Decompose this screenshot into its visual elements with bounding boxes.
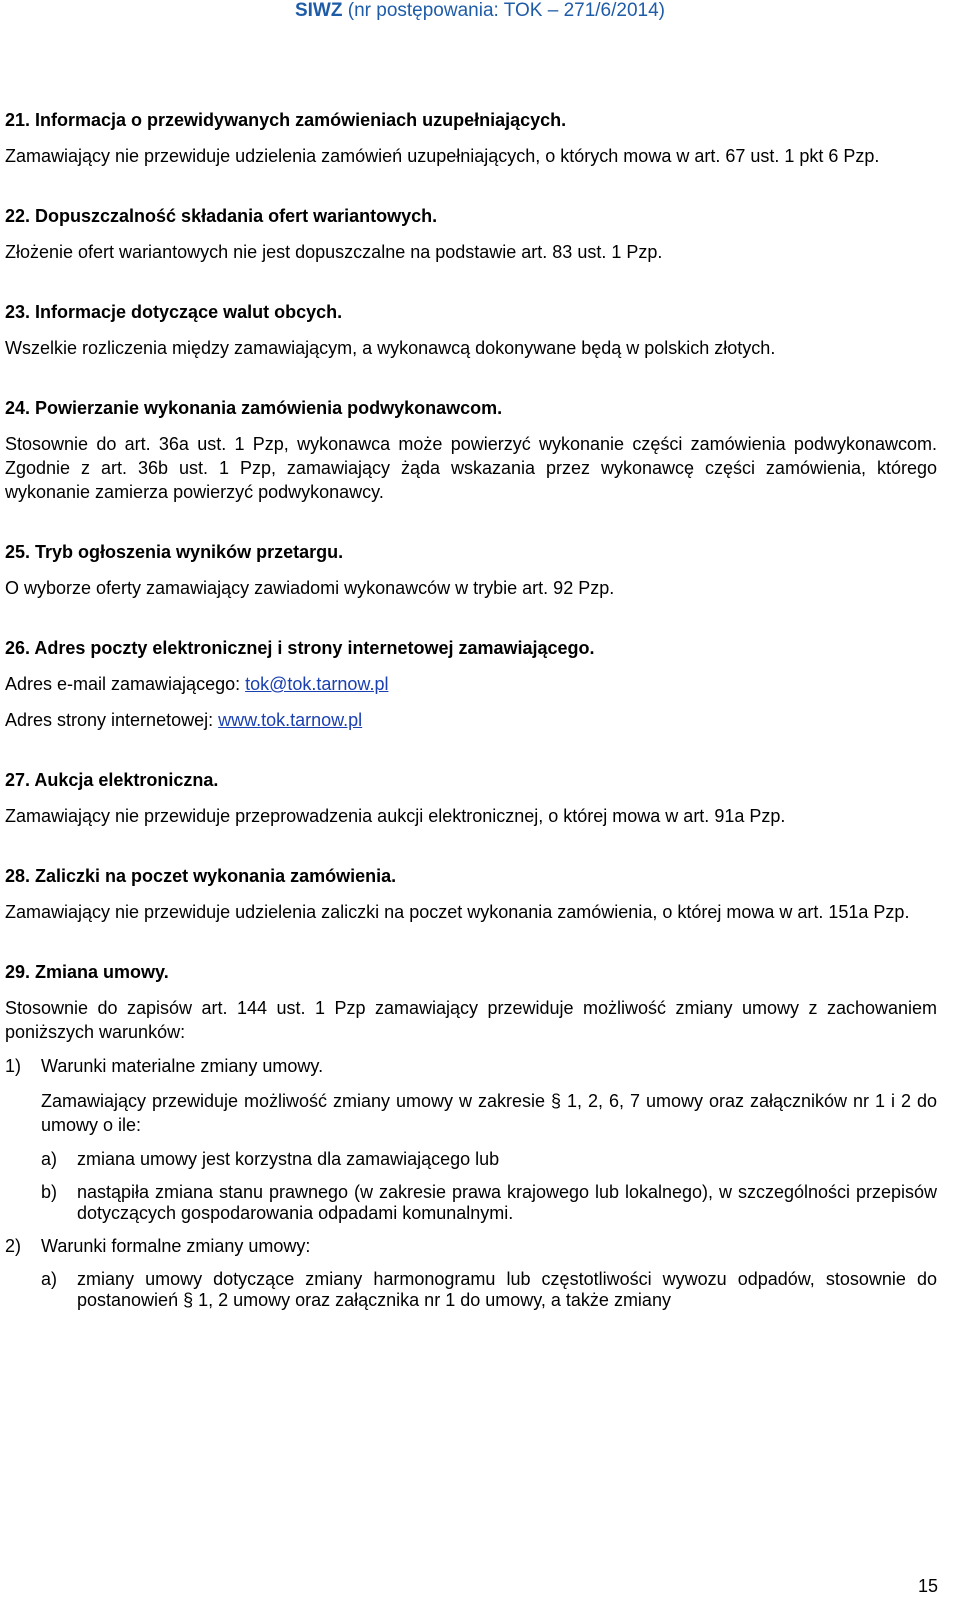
- email-label: Adres e-mail zamawiającego:: [5, 674, 246, 694]
- section-26-www-line: [5, 708, 937, 732]
- item-text: zmiana umowy jest korzystna dla zamawiającego lub: [77, 1149, 500, 1169]
- item-letter: a): [41, 1269, 58, 1289]
- section-27-body: Zamawiający nie przewiduje przeprowadzenia aukcji elektronicznej, o której mowa w art. 91a Pzp.: [5, 806, 786, 826]
- section-28-body: Zamawiający nie przewiduje udzielenia zaliczki na poczet wykonania zamówienia, o której mowa w art. 151a Pzp.: [5, 902, 910, 922]
- section-27-title: 27. Aukcja elektroniczna.: [5, 770, 219, 790]
- condition-item-1-body: Zamawiający przewiduje możliwość zmiany umowy w zakresie § 1, 2, 6, 7 umowy oraz załączników nr 1 i 2 do umowy o ile:: [41, 1091, 937, 1135]
- item-text: zmiany umowy dotyczące zmiany harmonogramu lub częstotliwości wywozu odpadów, stosownie do postanowień § 1, 2 umowy oraz załącznika nr 1 do umowy, a także zmiany: [77, 1269, 937, 1310]
- website-link[interactable]: www.tok.tarnow.pl: [218, 710, 363, 730]
- section-24-body: Stosownie do art. 36a ust. 1 Pzp, wykonawca może powierzyć wykonanie części zamówienia podwykonawcom. Zgodnie z art. 36b ust. 1 Pzp, zamawiający żąda wskazania przez wykonawcę części zamówienia, którego wykonanie zamierza powierzyć podwykonawcy.: [5, 434, 937, 502]
- email-link[interactable]: tok@tok.tarnow.pl: [245, 674, 389, 694]
- section-25-title: 25. Tryb ogłoszenia wyników przetargu.: [5, 542, 344, 562]
- section-21-title: 21. Informacja o przewidywanych zamówieniach uzupełniających.: [5, 110, 567, 130]
- item-number: 1): [5, 1056, 22, 1076]
- item-letter: b): [41, 1182, 58, 1202]
- section-22-title: 22. Dopuszczalność składania ofert wariantowych.: [5, 206, 438, 226]
- section-23-body: Wszelkie rozliczenia między zamawiającym, a wykonawcą dokonywane będą w polskich złotych.: [5, 338, 776, 358]
- document-body: [5, 108, 937, 1311]
- item-title: Warunki materialne zmiany umowy.: [41, 1056, 324, 1076]
- section-22-body: Złożenie ofert wariantowych nie jest dopuszczalne na podstawie art. 83 ust. 1 Pzp.: [5, 242, 663, 262]
- item-title: Warunki formalne zmiany umowy:: [41, 1236, 311, 1256]
- item-text: nastąpiła zmiana stanu prawnego (w zakresie prawa krajowego lub lokalnego), w szczególności przepisów dotyczących gospodarowania odpadami komunalnymi.: [77, 1182, 937, 1223]
- www-label: Adres strony internetowej:: [5, 710, 219, 730]
- item-letter: a): [41, 1149, 58, 1169]
- condition-item-1b: [41, 1182, 937, 1224]
- section-25-body: O wyborze oferty zamawiający zawiadomi wykonawców w trybie art. 92 Pzp.: [5, 578, 615, 598]
- section-29-body: Stosownie do zapisów art. 144 ust. 1 Pzp zamawiający przewiduje możliwość zmiany umowy z zachowaniem poniższych warunków:: [5, 998, 937, 1042]
- header-siwz: SIWZ: [294, 0, 343, 21]
- section-21-body: Zamawiający nie przewiduje udzielenia zamówień uzupełniających, o których mowa w art. 67 ust. 1 pkt 6 Pzp.: [5, 146, 880, 166]
- condition-item-2: [5, 1236, 937, 1257]
- condition-item-2a: [41, 1269, 937, 1311]
- condition-item-1a: [41, 1149, 937, 1170]
- section-26-email-line: [5, 672, 937, 696]
- item-number: 2): [5, 1236, 22, 1256]
- section-29-title: 29. Zmiana umowy.: [5, 962, 169, 982]
- section-26-title: 26. Adres poczty elektronicznej i strony internetowej zamawiającego.: [5, 638, 595, 658]
- section-23-title: 23. Informacje dotyczące walut obcych.: [5, 302, 343, 322]
- section-28-title: 28. Zaliczki na poczet wykonania zamówienia.: [5, 866, 397, 886]
- page-header: [0, 0, 960, 22]
- section-24-title: 24. Powierzanie wykonania zamówienia podwykonawcom.: [5, 398, 503, 418]
- condition-item-1: [5, 1056, 937, 1077]
- page-number: 15: [917, 1576, 938, 1596]
- header-case-number: (nr postępowania: TOK – 271/6/2014): [342, 0, 665, 21]
